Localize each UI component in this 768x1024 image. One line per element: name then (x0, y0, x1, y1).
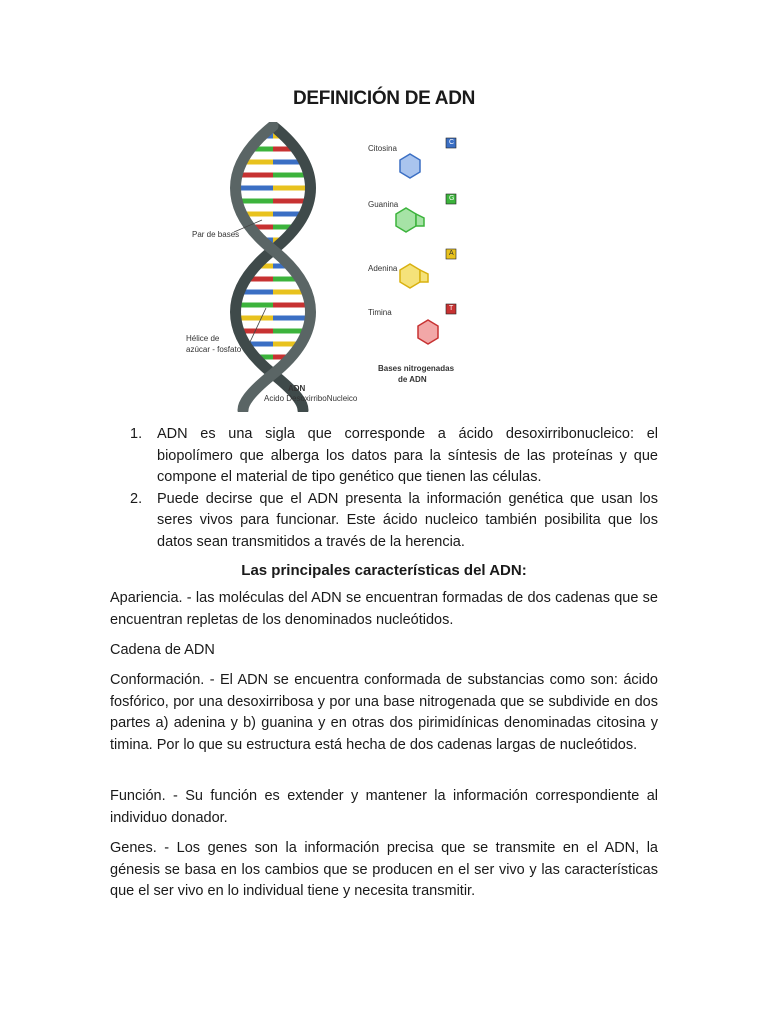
letter-c: C (449, 139, 455, 146)
paragraph-funcion: Función. - Su función es extender y mantener la información correspondiente al individuo donador. (110, 788, 658, 826)
label-base-pair: Par de bases (192, 230, 240, 239)
page-title: DEFINICIÓN DE ADN (292, 88, 476, 109)
label-bases-caption-1: Bases nitrogenadas (378, 364, 455, 373)
label-adn-full: Acido DesoxirriboNucleico (264, 394, 358, 403)
letter-a: A (449, 250, 454, 257)
label-adenina: Adenina (368, 264, 398, 273)
label-adn: ADN (288, 384, 306, 393)
dna-figure (178, 122, 478, 412)
label-helix-line2: azúcar - fosfato (186, 345, 242, 354)
label-citosina: Citosina (368, 144, 397, 153)
label-timina: Timina (368, 308, 392, 317)
letter-t: T (449, 305, 454, 312)
section-subtitle: Las principales características del ADN: (241, 562, 527, 579)
paragraph-apariencia: Apariencia. - las moléculas del ADN se encuentran formadas de dos cadenas que se encuentran repletas de los denominados nucleótidos. (110, 590, 658, 628)
label-guanina: Guanina (368, 200, 399, 209)
letter-g: G (449, 195, 455, 202)
label-helix-line1: Hélice de (186, 334, 220, 343)
list-number: 1. (130, 426, 143, 442)
label-bases-caption-2: de ADN (398, 375, 427, 384)
list-text: Puede decirse que el ADN presenta la información genética que usan los seres vivos para funcionar. Este ácido nucleico también posibilita que los datos sean transmitidos a través de la herencia. (157, 490, 658, 550)
paragraph-cadena: Cadena de ADN (110, 642, 215, 658)
list-item (130, 489, 658, 554)
list-text: ADN es una sigla que corresponde a ácido desoxirribonucleico: el biopolímero que alberga los datos para la síntesis de las proteínas y que compone el material de tipo genético que tienen las células. (157, 426, 658, 485)
paragraph-genes: Genes. - Los genes son la información precisa que se transmite en el ADN, la génesis se basa en los cambios que se producen en el ser vivo y las características que el ser vivo en lo individual tiene y necesita transmitir. (110, 840, 658, 899)
definition-list (130, 424, 658, 553)
list-number: 2. (130, 490, 143, 507)
list-item (130, 424, 658, 489)
paragraph-conformacion: Conformación. - El ADN se encuentra conformada de substancias como son: ácido fosfórico, por una desoxirribosa y por una base nitrogenada que se subdivide en dos partes a) adenina y b) guanina y en otras dos pirimidínicas denominadas citosina y timina. Por lo que su estructura está hecha de dos cadenas largas de nucleótidos. (110, 672, 658, 753)
